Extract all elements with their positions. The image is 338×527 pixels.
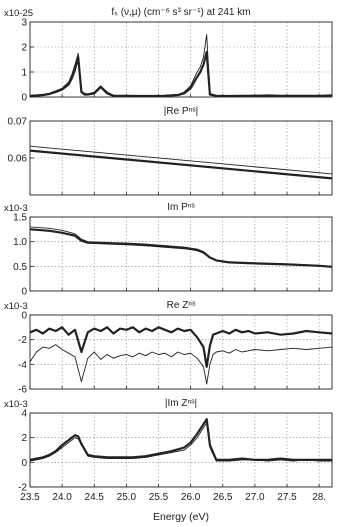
x-tick-label: 23.5 bbox=[20, 492, 40, 503]
y-tick-label: 2 bbox=[21, 433, 27, 445]
x-tick-label: 26.5 bbox=[213, 492, 233, 503]
plot-area bbox=[30, 22, 332, 97]
exponent-label: x10-3 bbox=[4, 203, 28, 214]
plot-area bbox=[30, 413, 332, 487]
panel-title: |Re Pⁿˢ| bbox=[163, 106, 199, 117]
panel-title: fₛ (ν,μ) (cm⁻⁶ s³ sr⁻¹) at 241 km bbox=[111, 7, 251, 18]
panel-title: Im Pⁿˢ bbox=[167, 202, 195, 213]
panel-5 bbox=[4, 398, 332, 494]
panel-3 bbox=[4, 202, 332, 298]
y-tick-label: 3 bbox=[21, 17, 27, 29]
y-tick-label: 0 bbox=[21, 310, 27, 322]
y-tick-label: 0 bbox=[21, 286, 27, 298]
x-tick-label: 27.5 bbox=[277, 492, 297, 503]
x-tick-label: 25.0 bbox=[116, 492, 137, 503]
panel-title: |Im Zⁿˢ| bbox=[164, 398, 198, 409]
panel-title: Re Zⁿˢ bbox=[166, 300, 196, 311]
y-tick-label: -2 bbox=[18, 335, 27, 347]
y-tick-label: 0.06 bbox=[7, 153, 27, 165]
y-tick-label: 0.07 bbox=[7, 116, 27, 128]
x-tick-label: 28. bbox=[312, 492, 327, 503]
exponent-label: x10-25 bbox=[4, 8, 34, 19]
panel-4 bbox=[4, 300, 332, 396]
y-tick-label: 0 bbox=[21, 457, 27, 469]
x-axis-label: Energy (eV) bbox=[152, 511, 210, 523]
y-tick-label: 1.0 bbox=[13, 237, 27, 249]
x-tick-label: 24.5 bbox=[84, 492, 104, 503]
y-tick-label: -6 bbox=[18, 384, 27, 396]
panel-2 bbox=[8, 106, 332, 195]
y-tick-label: 4 bbox=[21, 408, 27, 420]
y-tick-label: 2 bbox=[21, 42, 27, 54]
y-tick-label: 1.5 bbox=[13, 212, 27, 224]
y-tick-label: -2 bbox=[18, 482, 27, 494]
plot-area bbox=[30, 217, 332, 291]
y-tick-label: 0.5 bbox=[13, 261, 27, 273]
y-tick-label: 0 bbox=[21, 92, 27, 104]
panel-1 bbox=[4, 7, 332, 104]
y-tick-label: 1 bbox=[21, 67, 27, 79]
x-tick-label: 25.5 bbox=[148, 492, 169, 503]
exponent-label: x10-3 bbox=[4, 301, 28, 312]
plot-area bbox=[30, 315, 332, 389]
y-tick-label: -4 bbox=[18, 359, 27, 371]
x-tick-label: 27.0 bbox=[245, 492, 265, 503]
x-tick-label: 24.0 bbox=[52, 492, 72, 503]
x-tick-label: 26.0 bbox=[180, 492, 201, 503]
exponent-label: x10-3 bbox=[4, 399, 28, 410]
